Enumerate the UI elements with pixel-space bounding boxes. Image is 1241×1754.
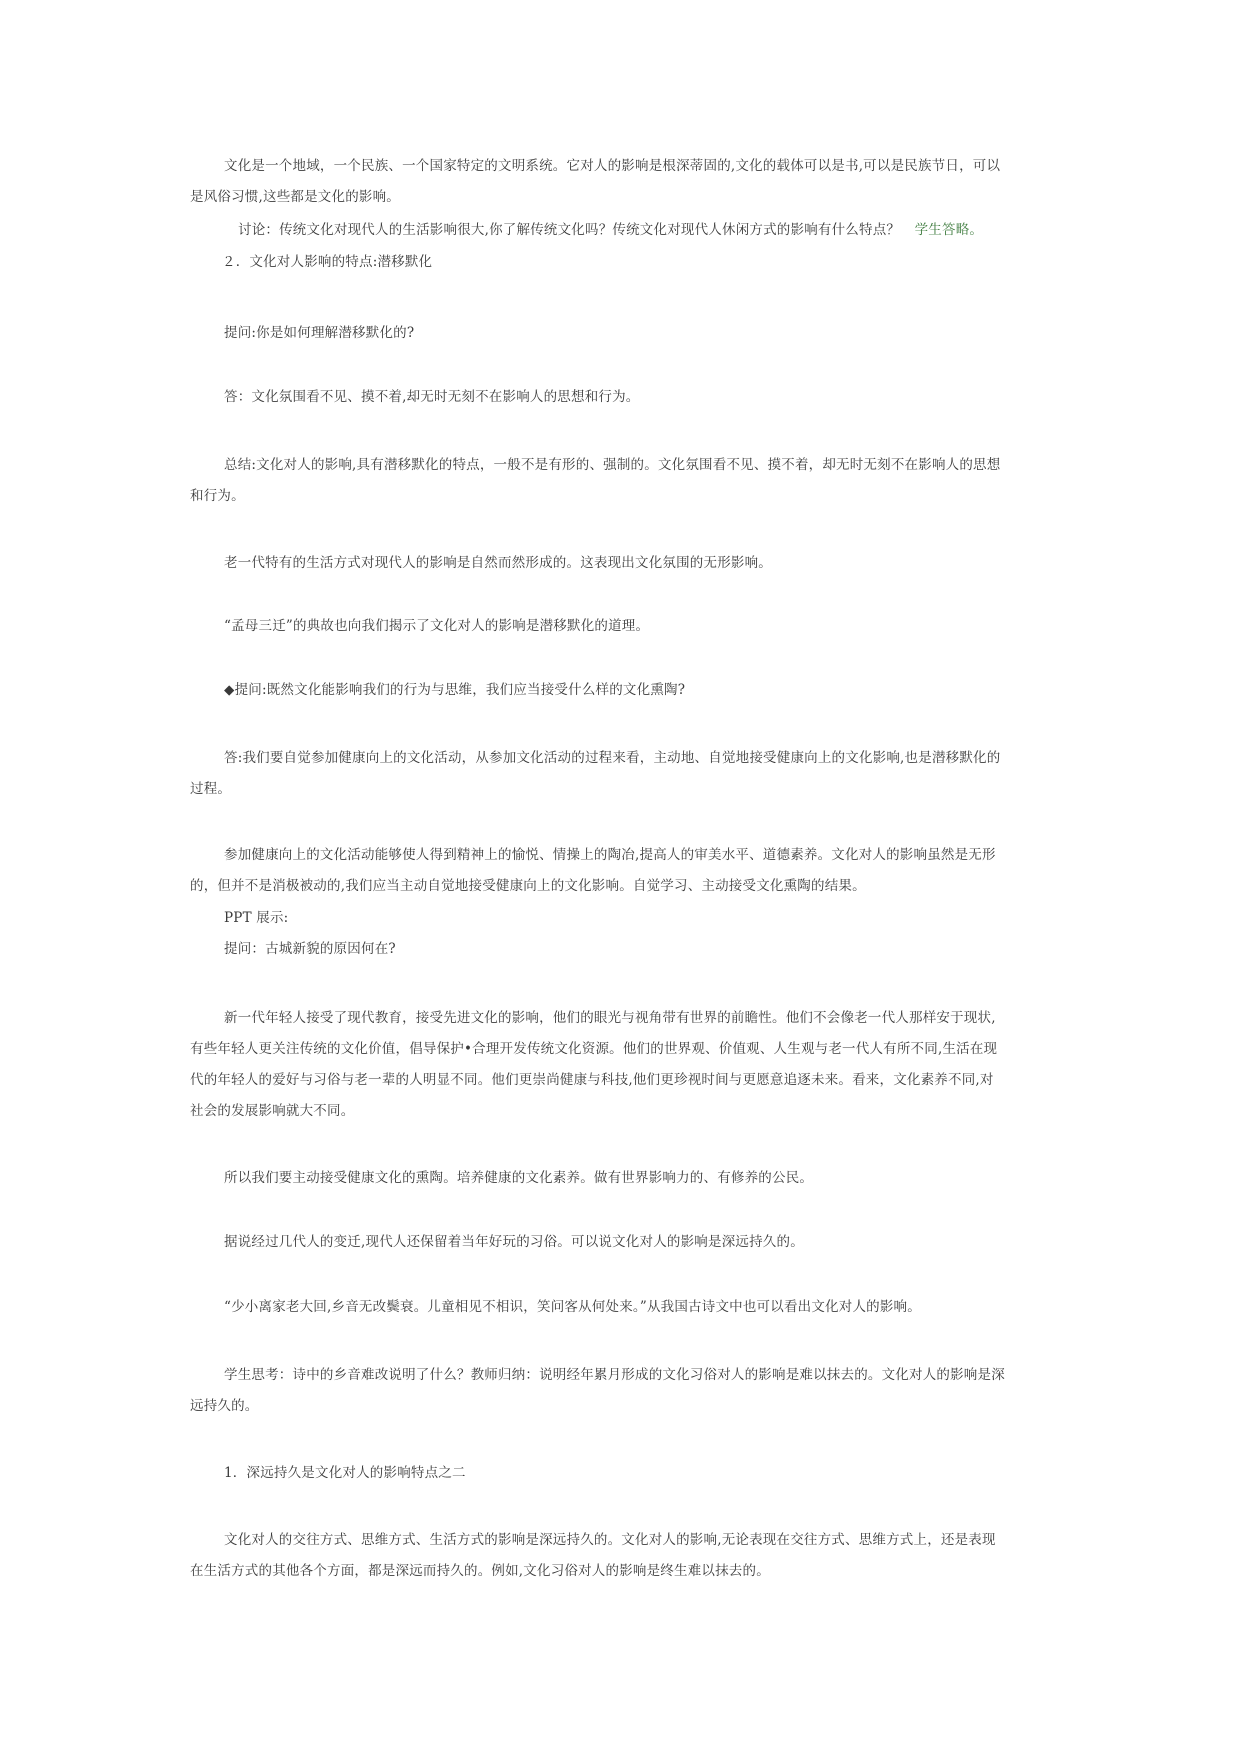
activity-paragraph [190,840,1060,902]
question-3: 提问：古城新貌的原因何在? [224,941,396,957]
answer-2-paragraph [190,743,1060,805]
answer-1: 答：文化氛围看不见、摸不着,却无时无刻不在影响人的思想和行为。 [224,389,640,405]
summary-paragraph [190,450,1060,512]
paragraph-therefore: 所以我们要主动接受健康文化的熏陶。培养健康的文化素养。做有世界影响力的、有修养的公民。 [224,1170,814,1186]
question-1: 提问:你是如何理解潜移默化的? [224,325,415,341]
paragraph-line: 远持久的。 [190,1398,259,1414]
paragraph-old-generation: 老一代特有的生活方式对现代人的影响是自然而然形成的。这表现出文化氛围的无形影响。 [224,555,772,571]
paragraph-line: 的，但并不是消极被动的,我们应当主动自觉地接受健康向上的文化影响。自觉学习、主动接受文化熏陶的结果。 [190,878,866,894]
paragraph-line: 新一代年轻人接受了现代教育，接受先进文化的影响，他们的眼光与视角带有世界的前瞻性。他们不会像老一代人那样安于现状, [224,1010,996,1026]
paragraph-line: 总结:文化对人的影响,具有潜移默化的特点，一般不是有形的、强制的。文化氛围看不见、摸不着，却无时无刻不在影响人的思想 [224,457,1001,473]
discussion-paragraph [238,215,1108,246]
young-generation-paragraph [190,1003,1060,1127]
paragraph-line: 文化对人的交往方式、思维方式、生活方式的影响是深远持久的。文化对人的影响,无论表现在交往方式、思维方式上，还是表现 [224,1532,996,1548]
paragraph-line: 答:我们要自觉参加健康向上的文化活动，从参加文化活动的过程来看，主动地、自觉地接受健康向上的文化影响,也是潜移默化的 [224,750,1001,766]
paragraph-legend: 据说经过几代人的变迁,现代人还保留着当年好玩的习俗。可以说文化对人的影响是深远持久的。 [224,1234,804,1250]
paragraph-line: 代的年轻人的爱好与习俗与老一辈的人明显不同。他们更崇尚健康与科技,他们更珍视时间与更愿意追逐未来。看来，文化素养不同,对 [190,1072,994,1088]
section-heading-3: 1．深远持久是文化对人的影响特点之二 [224,1465,466,1481]
student-think-paragraph [190,1360,1060,1422]
paragraph-line: 在生活方式的其他各个方面，都是深远而持久的。例如,文化习俗对人的影响是终生难以抹去的。 [190,1563,770,1579]
ppt-label: PPT 展示: [224,910,289,926]
discussion-answer: 学生答略。 [914,222,984,238]
section-heading-2: ２．文化对人影响的特点:潜移默化 [222,254,433,270]
paragraph-line: 参加健康向上的文化活动能够使人得到精神上的愉悦、情操上的陶冶,提高人的审美水平、道德素养。文化对人的影响虽然是无形 [224,847,996,863]
paragraph-line: 文化是一个地域，一个民族、一个国家特定的文明系统。它对人的影响是根深蒂固的,文化的载体可以是书,可以是民族节日，可以 [224,158,1001,174]
paragraph-line: 和行为。 [190,488,245,504]
paragraph-line: 是风俗习惯,这些都是文化的影响。 [190,189,400,205]
paragraph-line: 社会的发展影响就大不同。 [190,1103,355,1119]
paragraph-poem: “少小离家老大回,乡音无改鬓衰。儿童相见不相识，笑问客从何处来。”从我国古诗文中也可以看出文化对人的影响。 [224,1299,921,1315]
paragraph-line: 过程。 [190,781,232,797]
paragraph-line: 有些年轻人更关注传统的文化价值，倡导保护•合理开发传统文化资源。他们的世界观、价值观、人生观与老一代人有所不同,生活在现 [190,1041,998,1057]
paragraph-culture-intro [190,151,1060,213]
paragraph-mengmu: “孟母三迁”的典故也向我们揭示了文化对人的影响是潜移默化的道理。 [224,618,650,634]
question-2: ◆提问:既然文化能影响我们的行为与思维，我们应当接受什么样的文化熏陶? [224,682,686,698]
paragraph-line: 学生思考：诗中的乡音难改说明了什么？教师归纳：说明经年累月形成的文化习俗对人的影响是难以抹去的。文化对人的影响是深 [224,1367,1005,1383]
discussion-text: 讨论：传统文化对现代人的生活影响很大,你了解传统文化吗？传统文化对现代人休闲方式的影响有什么特点？ [238,222,901,238]
last-paragraph [190,1525,1060,1587]
